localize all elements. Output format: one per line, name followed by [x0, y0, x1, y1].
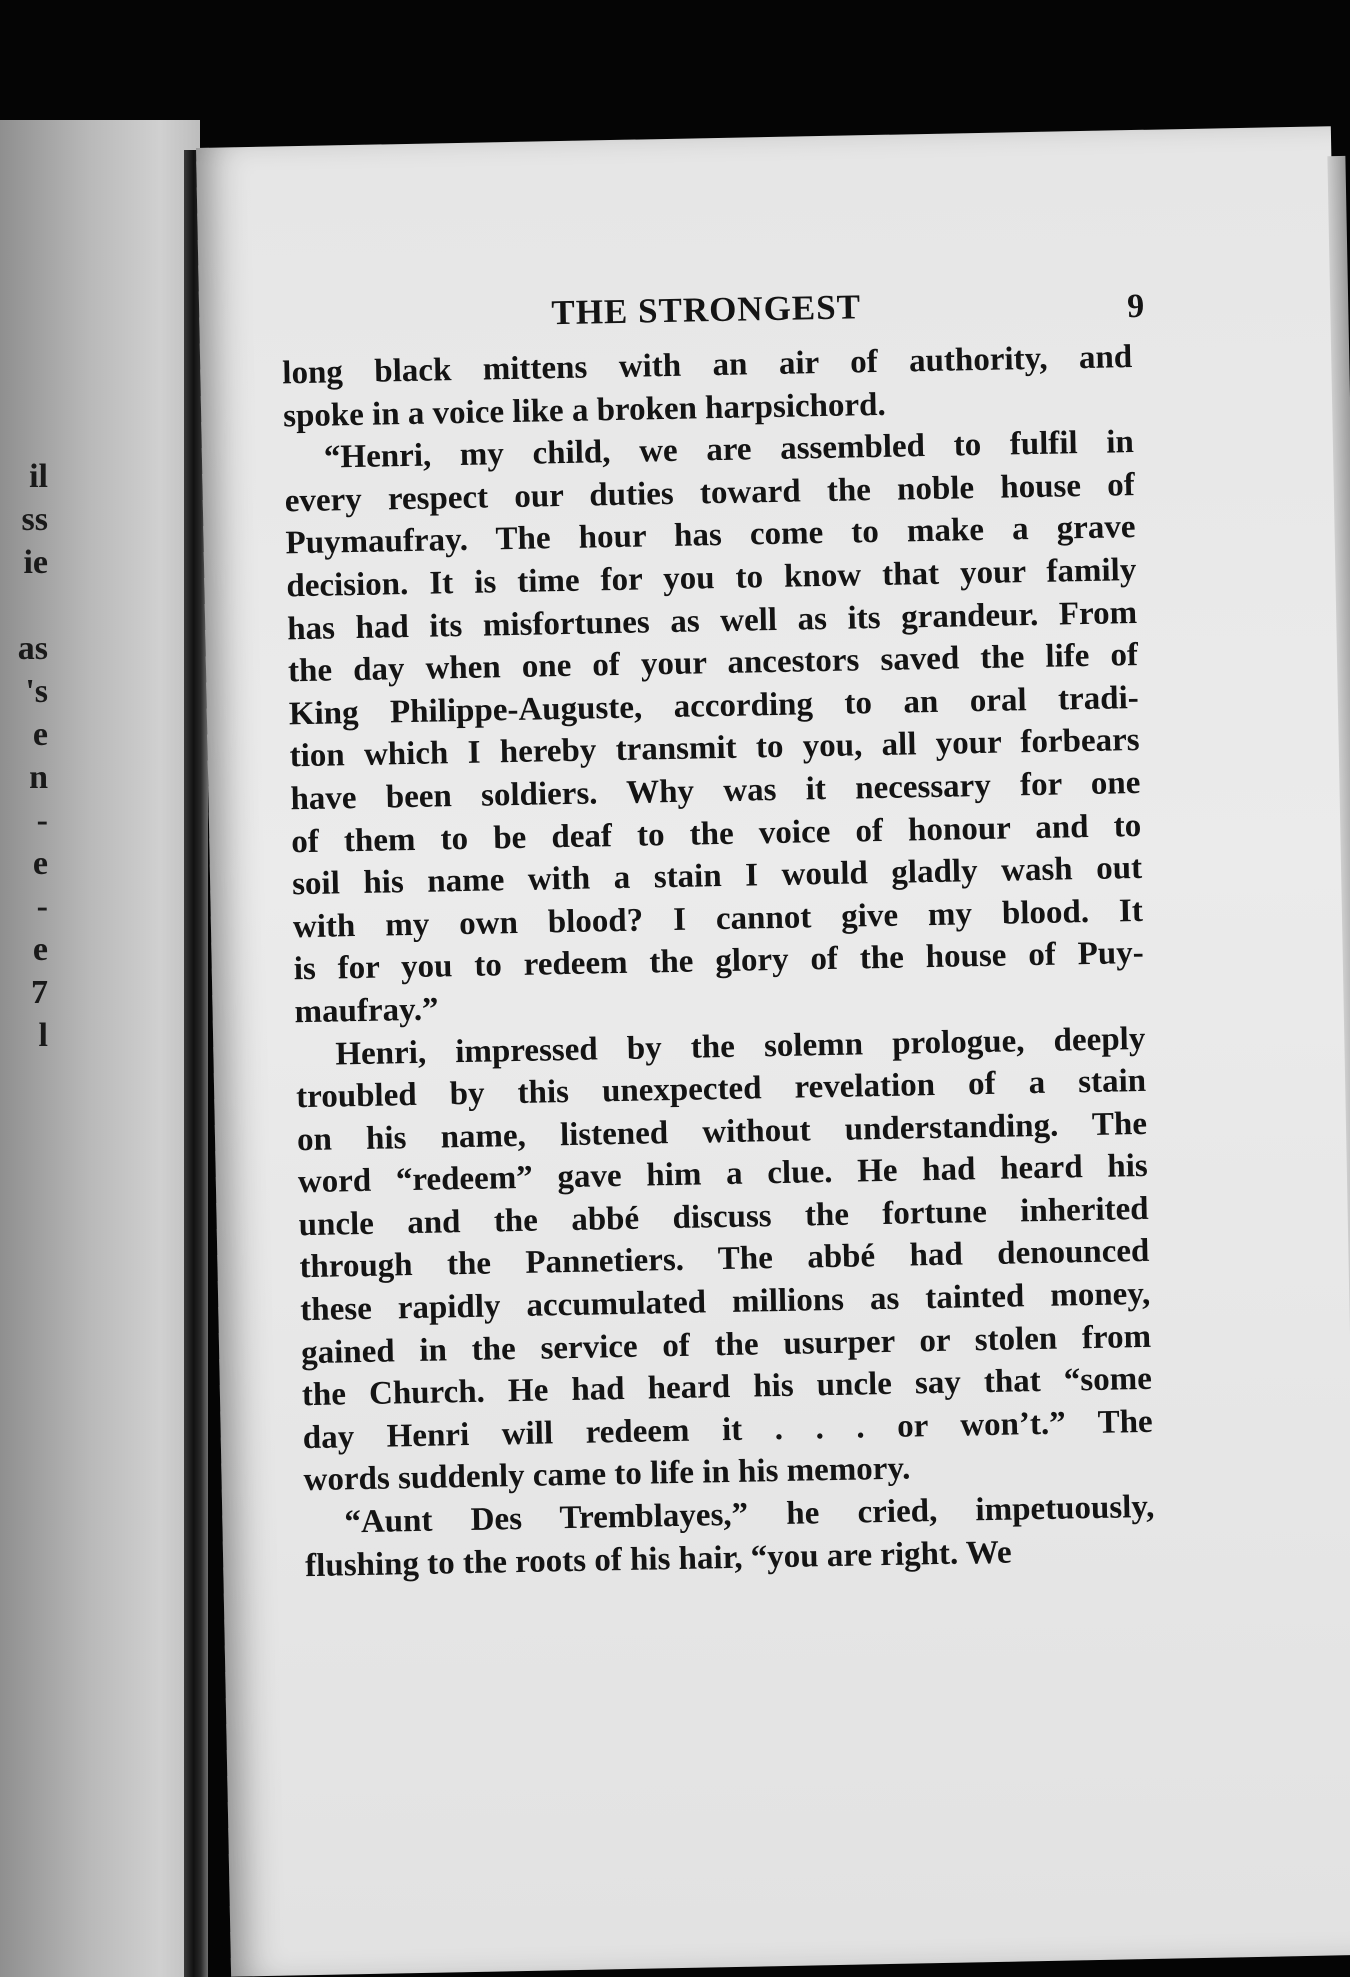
left-page-fragment: ss: [21, 501, 48, 538]
text-line: decision. It is time for you to know that your family: [286, 551, 1137, 605]
text-line: uncle and the abbé discuss the fortune inherited: [298, 1190, 1149, 1244]
left-page-fragment: -: [36, 888, 48, 925]
text-line: on his name, listened without understanding. The: [296, 1105, 1148, 1158]
running-head-title: THE STRONGEST: [551, 287, 862, 333]
left-page-fragment: e: [32, 716, 48, 753]
right-page: [196, 126, 1350, 1976]
paragraph: [295, 1017, 1154, 1502]
text-line: tion which I hereby transmit to you, all your forbears: [289, 722, 1140, 775]
paragraph: [284, 421, 1145, 1034]
text-line: maufray.”: [294, 991, 439, 1031]
text-line: these rapidly accumulated millions as tainted money,: [299, 1275, 1151, 1329]
text-line: every respect our duties toward the noble house of: [284, 466, 1135, 520]
left-page-fragment: 's: [25, 673, 48, 710]
text-line: “Henri, my child, we are assembled to fulfil in: [323, 424, 1135, 476]
left-page-fragment: e: [32, 845, 48, 882]
left-page-fragment: ie: [23, 544, 48, 581]
left-page-fragment: -: [36, 802, 48, 839]
text-line: spoke in a voice like a broken harpsichord.: [282, 386, 887, 434]
text-line: words suddenly came to life in his memory.: [303, 1450, 911, 1499]
text-line: gained in the service of the usurper or stolen from: [300, 1318, 1152, 1371]
text-line: have been soldiers. Why was it necessary for one: [290, 764, 1141, 818]
text-line: has had its misfortunes as well as its grandeur. From: [286, 594, 1138, 647]
left-page-text-fragments: [0, 455, 48, 1057]
text-line: flushing to the roots of his hair, “you are right. We: [304, 1534, 1012, 1584]
left-page-fragment: n: [29, 759, 48, 796]
text-line: King Philippe-Auguste, according to an oral tradi-: [288, 679, 1140, 733]
left-page-fragment: [0, 584, 48, 627]
page-number: 9: [1126, 287, 1146, 326]
text-line: the day when one of your ancestors saved the life of: [287, 637, 1139, 690]
text-line: word “redeem” gave him a clue. He had heard his: [297, 1148, 1149, 1201]
text-line: soil his name with a stain I would gladly wash out: [291, 850, 1143, 903]
text-line: is for you to redeem the glory of the house of Puy-: [293, 935, 1144, 988]
text-line: the Church. He had heard his uncle say that “some: [301, 1361, 1153, 1414]
text-line: “Aunt Des Tremblayes,” he cried, impetuously,: [344, 1488, 1155, 1541]
left-page-fragment: as: [17, 630, 48, 667]
left-page-fragment: e: [32, 931, 48, 968]
left-facing-page: [0, 120, 200, 1977]
text-line: with my own blood? I cannot give my blood. It: [292, 892, 1144, 945]
left-page-fragment: il: [29, 458, 48, 495]
text-line: day Henri will redeem it . . . or won’t.” The: [302, 1403, 1153, 1457]
body-text: [282, 336, 1156, 1587]
page-edge: [1327, 156, 1350, 1856]
text-line: of them to be deaf to the voice of honour and to: [290, 807, 1142, 860]
text-line: through the Pannetiers. The abbé had denounced: [299, 1233, 1150, 1286]
text-line: Henri, impressed by the solemn prologue, deeply: [335, 1020, 1146, 1072]
page-text-block: [281, 282, 1156, 1587]
left-page-fragment: 7: [31, 974, 48, 1011]
text-line: long black mittens with an air of authority, and: [281, 339, 1133, 392]
paragraph: [304, 1486, 1155, 1587]
text-line: troubled by this unexpected revelation of a stain: [295, 1063, 1147, 1116]
paragraph: [282, 336, 1133, 437]
left-page-fragment: l: [38, 1017, 48, 1054]
text-line: Puymaufray. The hour has come to make a grave: [285, 509, 1136, 562]
